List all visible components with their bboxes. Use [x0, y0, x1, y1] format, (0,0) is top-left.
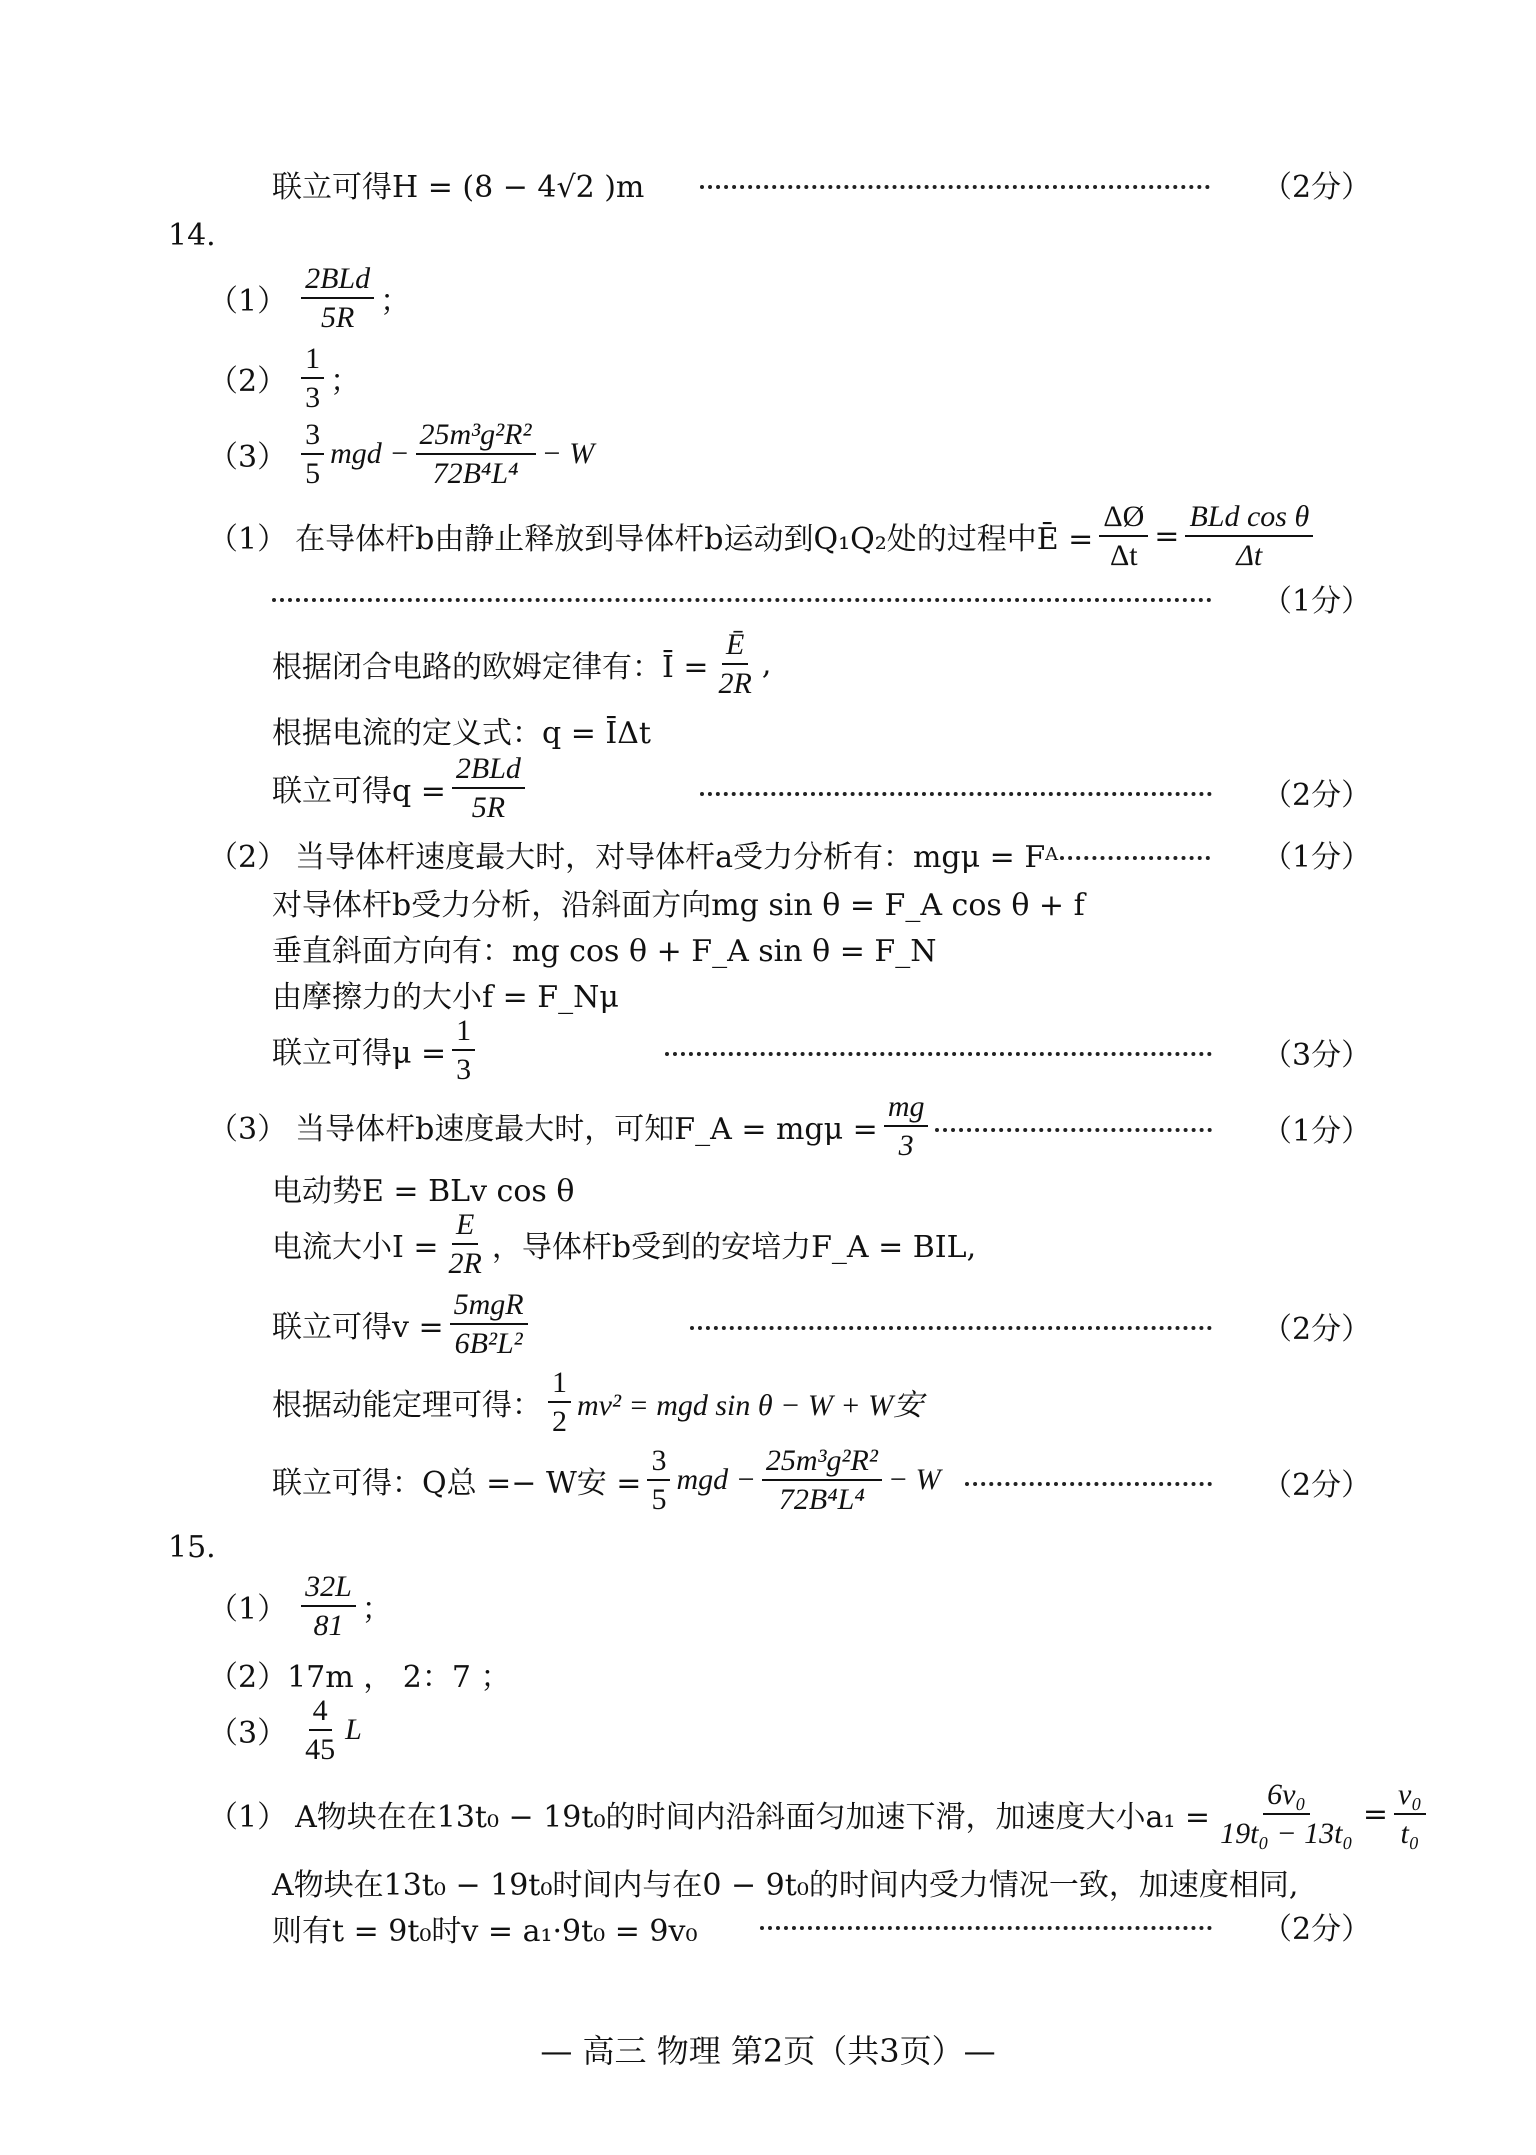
denominator: 45 [305, 1733, 336, 1766]
answer-label: （1） [208, 284, 288, 319]
denominator: 5R [471, 791, 506, 824]
fraction [762, 1444, 882, 1516]
text: （2）17m ， 2：7 ； [208, 1660, 511, 1695]
answer-15-3 [208, 1694, 362, 1766]
numerator: 2BLd [301, 262, 374, 299]
fraction [450, 1288, 528, 1360]
denominator: 3 [898, 1129, 914, 1162]
line-ohm [272, 628, 771, 700]
text: 联立可得v = [272, 1310, 444, 1345]
answer-label: （2） [208, 840, 288, 875]
expr: mgd − [330, 437, 410, 470]
numerator: 4 [309, 1694, 332, 1731]
line-friction [272, 972, 619, 1016]
text: 根据电流的定义式：q = ĪΔt [272, 716, 651, 751]
score: （1分） [1262, 584, 1372, 619]
line-q-result [272, 752, 531, 824]
score: （2分） [1262, 1312, 1372, 1347]
text: 对导体杆b受力分析，沿斜面方向mg sin θ = F_A cos θ + f [272, 888, 1085, 923]
text: A物块在13t₀ − 19t₀时间内与在0 − 9t₀的时间内受力情况一致，加速度相同, [272, 1868, 1299, 1903]
denominator: Δt [1109, 539, 1138, 572]
line-same-force [272, 1860, 1298, 1904]
answer-label: （3） [208, 1112, 288, 1147]
denominator: 19t₀ − 13t₀ [1220, 1817, 1353, 1850]
page-footer: — 高三 物理 第2页（共3页）— [540, 2032, 996, 2070]
numerator: mg [884, 1090, 929, 1127]
answer-15-1 [208, 1570, 392, 1642]
denominator: 6B²L² [454, 1327, 523, 1360]
score: （3分） [1262, 1038, 1372, 1073]
answer-15-2 [208, 1652, 511, 1696]
equals: = [1154, 518, 1180, 554]
fraction [647, 1444, 670, 1516]
fraction [301, 1694, 339, 1766]
answer-label: （1） [208, 1800, 288, 1835]
numerator: v₀ [1394, 1778, 1426, 1815]
dot-leader [935, 1128, 1212, 1136]
denominator: 81 [313, 1609, 344, 1642]
score: （1分） [1262, 840, 1372, 875]
fraction [452, 752, 525, 824]
text-H-result: 联立可得H = (8 − 4√2 )m [272, 170, 645, 205]
score: （2分） [1262, 170, 1372, 205]
answer-label: （3） [208, 1716, 288, 1751]
solution-14-3 [208, 1090, 934, 1162]
dot-leader [1060, 856, 1210, 864]
answer-14-1 [208, 262, 410, 334]
solution-14-1 [208, 500, 1319, 572]
dot-leader [690, 1326, 1212, 1334]
fraction [1216, 1778, 1357, 1850]
line-emf [272, 1166, 574, 1210]
fraction [416, 418, 536, 490]
text: 当导体杆速度最大时，对导体杆a受力分析有：mgμ = F [295, 840, 1046, 875]
numerator: 3 [647, 1444, 670, 1481]
text: 联立可得q = [272, 774, 446, 809]
answer-14-2 [208, 342, 360, 414]
solution-14-2 [208, 832, 1058, 876]
denominator: 2 [552, 1405, 567, 1438]
fraction [1099, 500, 1148, 572]
line-H-result [272, 162, 644, 206]
text: 根据动能定理可得： [272, 1388, 542, 1423]
denominator: 5R [320, 301, 355, 334]
text: 电动势E = BLv cos θ [272, 1174, 575, 1209]
dot-leader [700, 792, 1212, 800]
denominator: 5 [305, 457, 321, 490]
dot-leader [665, 1052, 1212, 1060]
expr: mv² = mgd sin θ − W + W安 [577, 1389, 924, 1422]
punct: ； [330, 364, 361, 399]
text: ，导体杆b受到的安培力F_A = BIL, [491, 1230, 977, 1265]
question-number-15: 15. [168, 1530, 216, 1565]
punct: ； [361, 1592, 392, 1627]
numerator: 3 [301, 418, 324, 455]
numerator: 1 [452, 1014, 475, 1051]
answer-label: （1） [208, 1592, 288, 1627]
fraction [715, 628, 756, 700]
numerator: 25m³g²R² [416, 418, 536, 455]
line-b-force [272, 880, 1085, 924]
expr: mgd − [676, 1463, 756, 1496]
text: 联立可得μ = [272, 1036, 447, 1071]
expr: − W [887, 1463, 941, 1496]
denominator: 3 [456, 1053, 472, 1086]
numerator: ΔØ [1099, 500, 1148, 537]
numerator: 1 [548, 1366, 571, 1403]
line-v-9v0 [272, 1906, 697, 1950]
text: 联立可得：Q总 =− W安 = [272, 1466, 642, 1501]
text: A物块在在13t₀ − 19t₀的时间内沿斜面匀加速下滑，加速度大小a₁ = [295, 1800, 1211, 1835]
numerator: 5mgR [450, 1288, 528, 1325]
line-v-result [272, 1288, 534, 1360]
answer-label: （2） [208, 364, 288, 399]
text: 当导体杆b速度最大时，可知F_A = mgμ = [295, 1112, 878, 1147]
numerator: E [452, 1208, 478, 1245]
numerator: 32L [301, 1570, 356, 1607]
numerator: 25m³g²R² [762, 1444, 882, 1481]
fraction [301, 262, 374, 334]
fraction [452, 1014, 475, 1086]
numerator: 1 [301, 342, 324, 379]
answer-label: （1） [208, 522, 288, 557]
denominator: 2R [448, 1247, 482, 1280]
subscript: A [1045, 843, 1059, 865]
punct: ； [380, 284, 411, 319]
text: 电流大小I = [272, 1230, 439, 1265]
line-mu-result [272, 1014, 481, 1086]
line-Q-result [272, 1444, 941, 1516]
text: 垂直斜面方向有：mg cos θ + F_A sin θ = F_N [272, 934, 937, 969]
fraction [548, 1366, 571, 1438]
denominator: 2R [718, 667, 752, 700]
score: （2分） [1262, 778, 1372, 813]
equals: = [1362, 1796, 1388, 1832]
denominator: 72B⁴L⁴ [778, 1483, 865, 1516]
expr: L [345, 1713, 362, 1746]
score: （2分） [1262, 1468, 1372, 1503]
fraction [301, 1570, 356, 1642]
text: 根据闭合电路的欧姆定律有：Ī = [272, 650, 709, 685]
fraction [301, 418, 324, 490]
numerator: BLd cos θ [1185, 500, 1313, 537]
dot-leader [700, 185, 1210, 193]
denominator: 5 [651, 1483, 667, 1516]
numerator: 2BLd [452, 752, 525, 789]
denominator: 72B⁴L⁴ [432, 457, 519, 490]
answer-14-3 [208, 418, 594, 490]
dot-leader [760, 1926, 1212, 1934]
line-current [272, 1208, 976, 1280]
text: 则有t = 9t₀时v = a₁·9t₀ = 9v₀ [272, 1914, 698, 1949]
fraction [445, 1208, 486, 1280]
fraction [301, 342, 324, 414]
numerator: 6v₀ [1263, 1778, 1310, 1815]
line-current-def [272, 708, 651, 752]
score: （1分） [1262, 1114, 1372, 1149]
text: 由摩擦力的大小f = F_Nμ [272, 980, 619, 1015]
fraction [1394, 1778, 1426, 1850]
fraction [1185, 500, 1313, 572]
dot-leader [965, 1482, 1212, 1490]
solution-15-1 [208, 1778, 1432, 1850]
denominator: Δt [1236, 539, 1263, 572]
numerator: Ē [722, 628, 748, 665]
answer-label: （3） [208, 440, 288, 475]
text: 在导体杆b由静止释放到导体杆b运动到Q₁Q₂处的过程中Ē = [295, 522, 1094, 557]
question-number-14: 14. [168, 218, 216, 253]
score: （2分） [1262, 1912, 1372, 1947]
line-perpendicular [272, 926, 936, 970]
line-kinetic-energy [272, 1366, 923, 1438]
fraction [884, 1090, 929, 1162]
punct: , [761, 646, 772, 682]
denominator: t₀ [1400, 1817, 1420, 1850]
expr: − W [541, 437, 595, 470]
dot-leader [272, 598, 1212, 606]
denominator: 3 [305, 381, 321, 414]
